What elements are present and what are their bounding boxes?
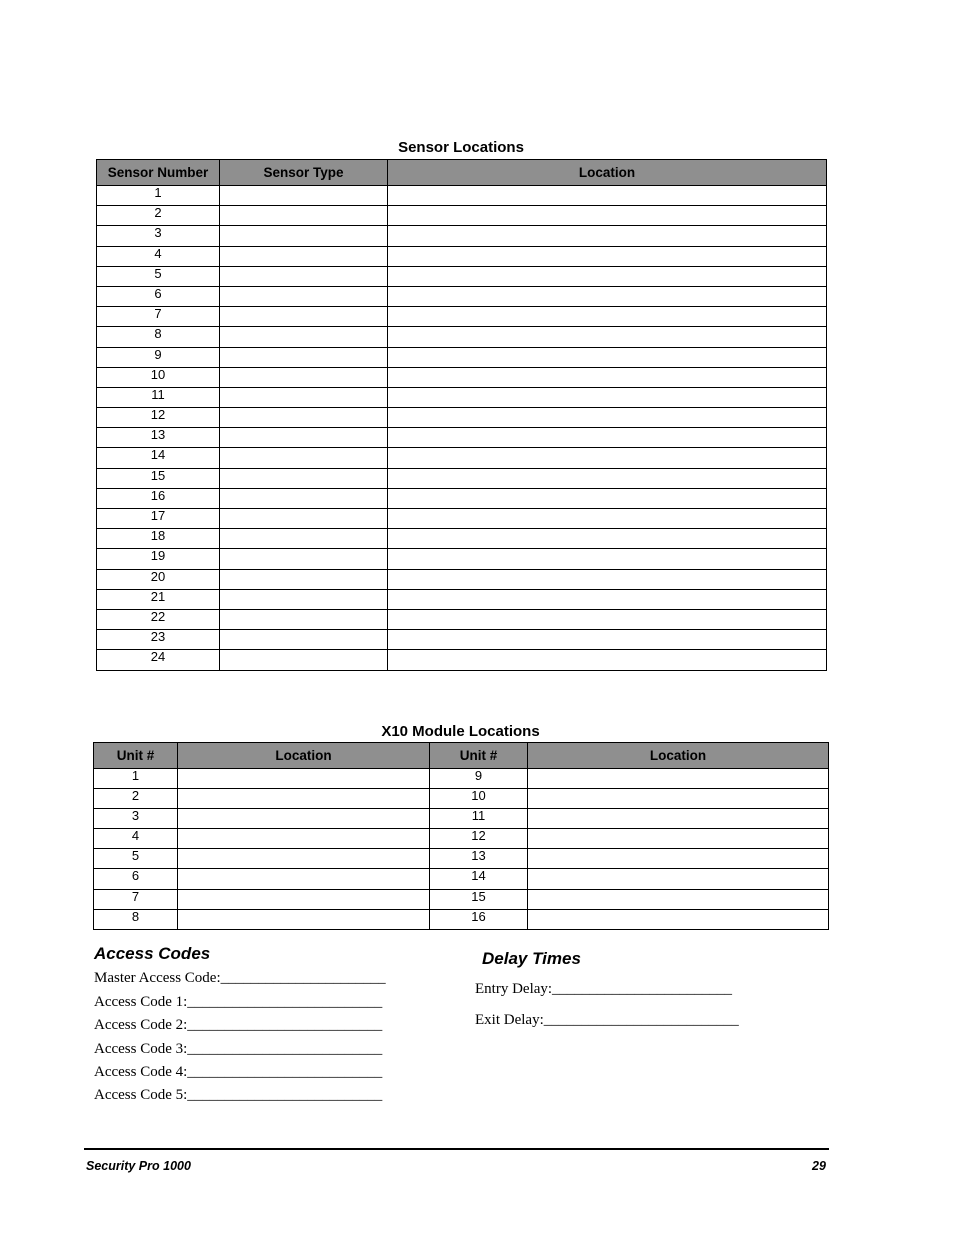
table-row (97, 186, 827, 206)
table-row (97, 246, 827, 266)
sensor-number-cell: 7 (97, 307, 220, 327)
sensor-location-cell (388, 347, 827, 367)
unit-location-cell (178, 789, 430, 809)
unit-number-header-right: Unit # (430, 743, 528, 769)
table-row (97, 226, 827, 246)
sensor-type-cell (220, 448, 388, 468)
sensor-location-cell (388, 246, 827, 266)
table-row (94, 849, 829, 869)
sensor-header-row (97, 160, 827, 186)
footer-product-name: Security Pro 1000 (86, 1159, 191, 1173)
access-code-5-field: Access Code 5:__________________________ (94, 1087, 383, 1103)
sensor-type-cell (220, 428, 388, 448)
sensor-number-cell: 15 (97, 468, 220, 488)
table-row (97, 609, 827, 629)
unit-number-cell: 9 (430, 769, 528, 789)
table-row (97, 549, 827, 569)
sensor-number-cell: 23 (97, 630, 220, 650)
sensor-number-cell: 5 (97, 266, 220, 286)
unit-location-cell (528, 829, 829, 849)
table-row (97, 630, 827, 650)
sensor-type-cell (220, 206, 388, 226)
unit-location-cell (178, 889, 430, 909)
sensor-location-cell (388, 529, 827, 549)
table-row (97, 650, 827, 670)
sensor-location-cell (388, 307, 827, 327)
unit-number-cell: 6 (94, 869, 178, 889)
table-row (97, 387, 827, 407)
table-row (94, 769, 829, 789)
sensor-number-cell: 24 (97, 650, 220, 670)
footer-page-number: 29 (812, 1159, 826, 1173)
sensor-location-cell (388, 226, 827, 246)
sensor-type-cell (220, 468, 388, 488)
unit-number-cell: 3 (94, 809, 178, 829)
unit-location-cell (178, 769, 430, 789)
sensor-type-cell (220, 408, 388, 428)
sensor-number-cell: 14 (97, 448, 220, 468)
unit-number-cell: 13 (430, 849, 528, 869)
unit-location-cell (528, 889, 829, 909)
table-row (97, 428, 827, 448)
sensor-location-cell (388, 266, 827, 286)
access-code-4-field: Access Code 4:__________________________ (94, 1064, 383, 1080)
sensor-number-cell: 18 (97, 529, 220, 549)
sensor-type-cell (220, 509, 388, 529)
x10-module-locations-table (93, 742, 829, 930)
table-row (97, 266, 827, 286)
sensor-location-cell (388, 327, 827, 347)
unit-number-cell: 2 (94, 789, 178, 809)
unit-number-cell: 14 (430, 869, 528, 889)
sensor-type-cell (220, 549, 388, 569)
sensor-location-cell (388, 428, 827, 448)
sensor-number-cell: 13 (97, 428, 220, 448)
sensor-number-cell: 12 (97, 408, 220, 428)
sensor-type-header: Sensor Type (220, 160, 388, 186)
table-row (97, 327, 827, 347)
sensor-location-cell (388, 650, 827, 670)
unit-number-cell: 11 (430, 809, 528, 829)
unit-number-cell: 12 (430, 829, 528, 849)
sensor-number-cell: 2 (97, 206, 220, 226)
sensor-number-cell: 3 (97, 226, 220, 246)
entry-delay-field: Entry Delay:________________________ (475, 981, 733, 997)
sensor-number-cell: 11 (97, 387, 220, 407)
x10-module-locations-title: X10 Module Locations (381, 723, 540, 740)
table-row (97, 509, 827, 529)
sensor-number-header: Sensor Number (97, 160, 220, 186)
footer-divider (84, 1148, 829, 1150)
location-header-right: Location (528, 743, 829, 769)
sensor-number-cell: 9 (97, 347, 220, 367)
sensor-locations-title: Sensor Locations (398, 139, 524, 156)
table-row (97, 367, 827, 387)
unit-number-cell: 15 (430, 889, 528, 909)
sensor-type-cell (220, 186, 388, 206)
table-row (97, 529, 827, 549)
sensor-type-cell (220, 387, 388, 407)
sensor-location-cell (388, 448, 827, 468)
sensor-locations-table (96, 159, 827, 671)
access-codes-heading: Access Codes (94, 944, 211, 963)
table-row (94, 809, 829, 829)
sensor-number-cell: 22 (97, 609, 220, 629)
sensor-location-cell (388, 589, 827, 609)
unit-location-cell (178, 829, 430, 849)
unit-location-cell (178, 869, 430, 889)
sensor-type-cell (220, 650, 388, 670)
delay-times-heading: Delay Times (482, 949, 581, 968)
access-code-3-field: Access Code 3:__________________________ (94, 1041, 383, 1057)
access-code-1-field: Access Code 1:__________________________ (94, 994, 383, 1010)
table-row (97, 408, 827, 428)
table-row (97, 468, 827, 488)
sensor-type-cell (220, 609, 388, 629)
table-row (94, 909, 829, 929)
sensor-number-cell: 6 (97, 286, 220, 306)
sensor-type-cell (220, 589, 388, 609)
unit-number-cell: 5 (94, 849, 178, 869)
sensor-type-cell (220, 367, 388, 387)
sensor-number-cell: 20 (97, 569, 220, 589)
table-row (94, 869, 829, 889)
sensor-location-header: Location (388, 160, 827, 186)
sensor-type-cell (220, 226, 388, 246)
table-row (97, 347, 827, 367)
unit-number-cell: 8 (94, 909, 178, 929)
unit-location-cell (528, 769, 829, 789)
location-header-left: Location (178, 743, 430, 769)
unit-location-cell (178, 849, 430, 869)
sensor-number-cell: 19 (97, 549, 220, 569)
sensor-location-cell (388, 569, 827, 589)
sensor-number-cell: 1 (97, 186, 220, 206)
sensor-type-cell (220, 569, 388, 589)
table-row (97, 206, 827, 226)
unit-location-cell (178, 809, 430, 829)
unit-number-cell: 1 (94, 769, 178, 789)
unit-number-cell: 7 (94, 889, 178, 909)
sensor-number-cell: 8 (97, 327, 220, 347)
unit-number-cell: 10 (430, 789, 528, 809)
table-row (97, 589, 827, 609)
sensor-type-cell (220, 327, 388, 347)
access-code-2-field: Access Code 2:__________________________ (94, 1017, 383, 1033)
table-row (97, 448, 827, 468)
sensor-location-cell (388, 408, 827, 428)
x10-header-row (94, 743, 829, 769)
exit-delay-field: Exit Delay:__________________________ (475, 1012, 739, 1028)
unit-location-cell (178, 909, 430, 929)
unit-location-cell (528, 789, 829, 809)
sensor-type-cell (220, 529, 388, 549)
sensor-type-cell (220, 266, 388, 286)
table-row (94, 889, 829, 909)
table-row (94, 789, 829, 809)
sensor-location-cell (388, 549, 827, 569)
sensor-location-cell (388, 468, 827, 488)
unit-location-cell (528, 809, 829, 829)
sensor-type-cell (220, 246, 388, 266)
sensor-number-cell: 10 (97, 367, 220, 387)
sensor-number-cell: 16 (97, 488, 220, 508)
sensor-location-cell (388, 609, 827, 629)
unit-location-cell (528, 869, 829, 889)
table-row (97, 569, 827, 589)
table-row (97, 488, 827, 508)
unit-number-header-left: Unit # (94, 743, 178, 769)
sensor-type-cell (220, 286, 388, 306)
sensor-location-cell (388, 286, 827, 306)
table-row (97, 307, 827, 327)
sensor-location-cell (388, 630, 827, 650)
unit-number-cell: 16 (430, 909, 528, 929)
sensor-type-cell (220, 347, 388, 367)
sensor-type-cell (220, 488, 388, 508)
master-access-code-field: Master Access Code:______________________ (94, 970, 386, 986)
sensor-location-cell (388, 387, 827, 407)
sensor-location-cell (388, 509, 827, 529)
table-row (97, 286, 827, 306)
unit-location-cell (528, 909, 829, 929)
sensor-number-cell: 17 (97, 509, 220, 529)
sensor-type-cell (220, 307, 388, 327)
sensor-location-cell (388, 367, 827, 387)
sensor-location-cell (388, 186, 827, 206)
sensor-number-cell: 4 (97, 246, 220, 266)
sensor-location-cell (388, 488, 827, 508)
sensor-location-cell (388, 206, 827, 226)
sensor-number-cell: 21 (97, 589, 220, 609)
table-row (94, 829, 829, 849)
unit-location-cell (528, 849, 829, 869)
sensor-type-cell (220, 630, 388, 650)
unit-number-cell: 4 (94, 829, 178, 849)
